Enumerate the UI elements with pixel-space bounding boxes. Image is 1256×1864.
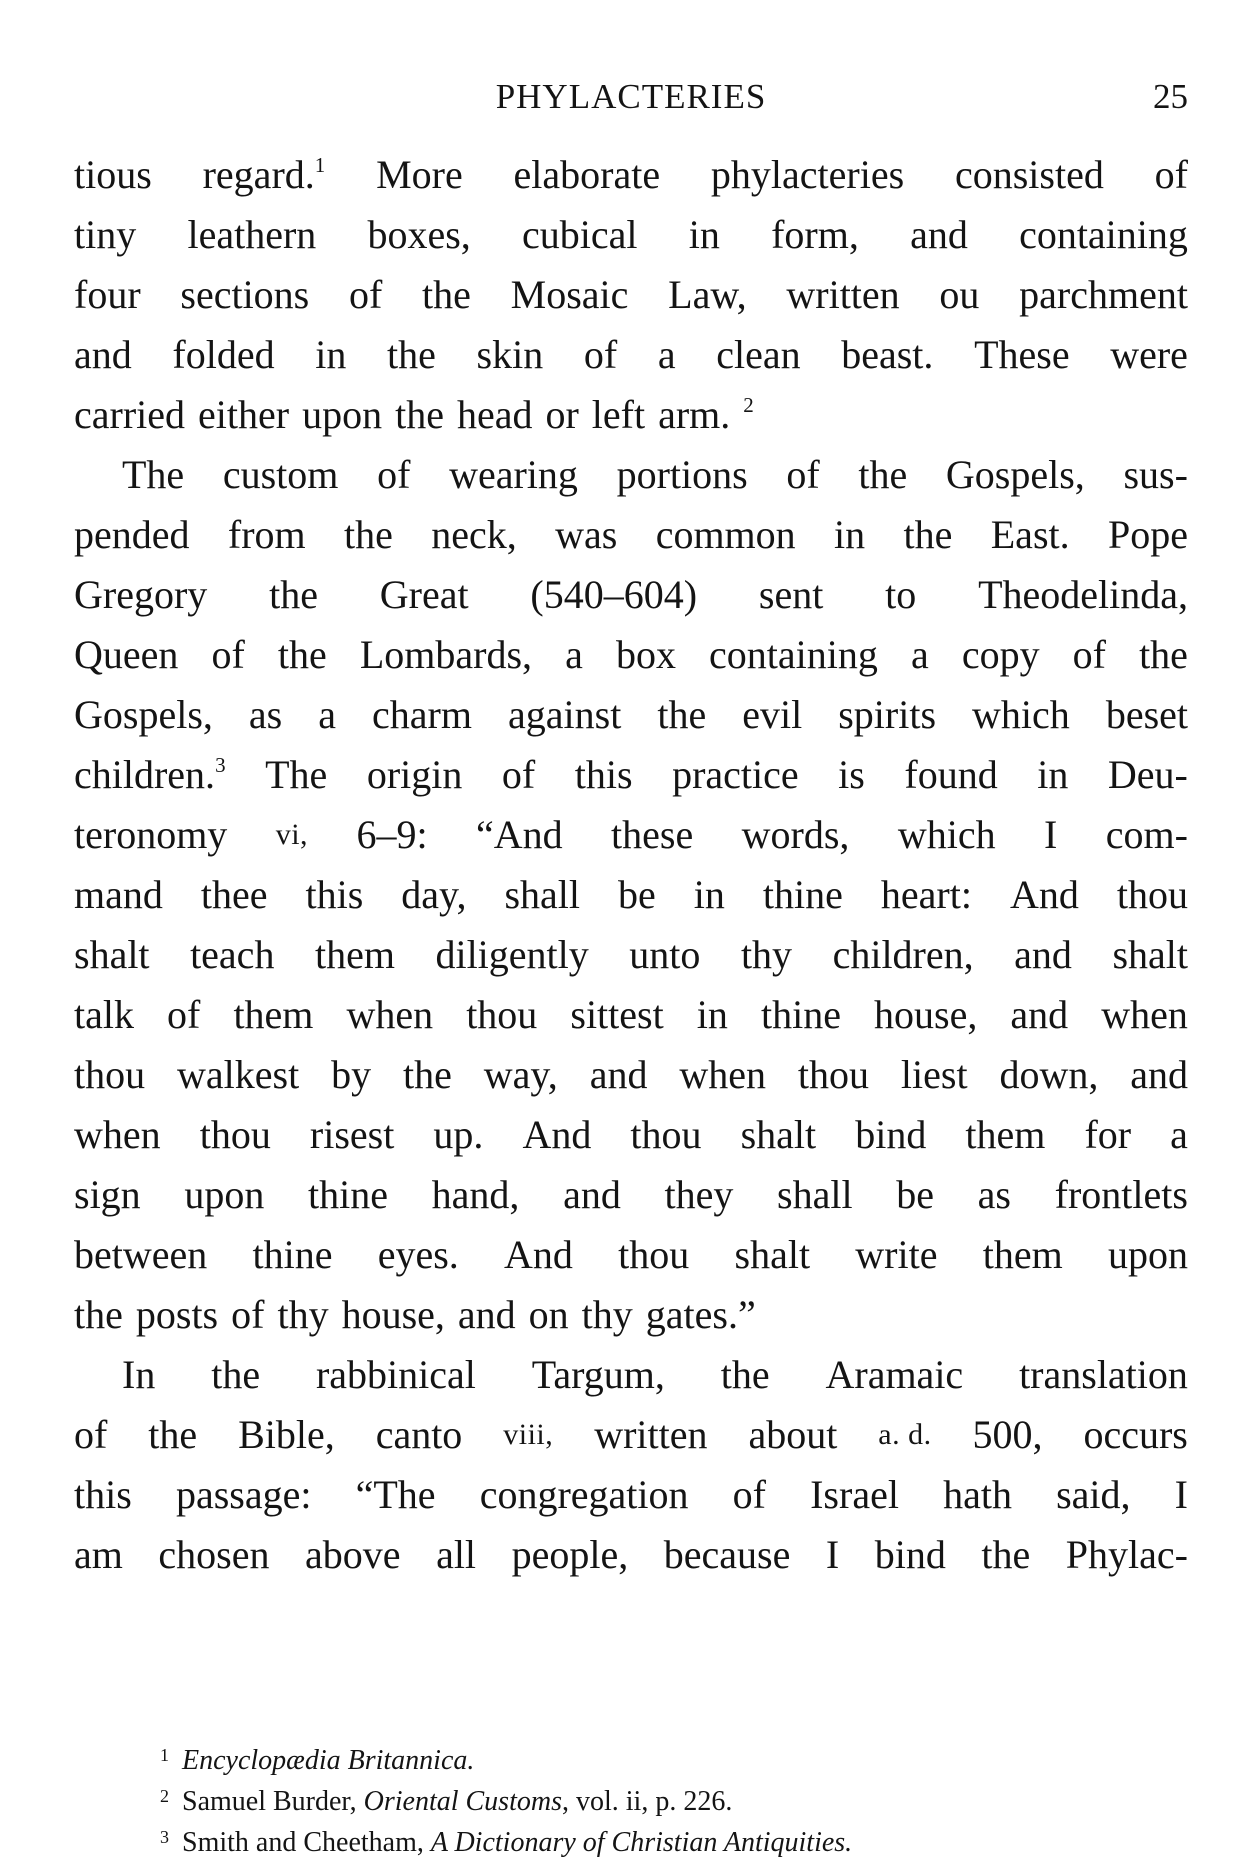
footnote-mark: 1	[160, 1745, 169, 1765]
text-line: and folded in the skin of a clean beast. These were	[74, 332, 1188, 377]
footnote-ref: 2	[743, 393, 754, 417]
footnote-3: 3 Smith and Cheetham, A Dictionary of Christian Antiquities.	[160, 1817, 1180, 1858]
text-line: thou walkest by the way, and when thou liest down, and	[74, 1052, 1188, 1097]
text-line: Queen of the Lombards, a box containing a copy of the	[74, 632, 1188, 677]
text-line: tious regard.$^1$ More elaborate phylacteries consisted of	[74, 152, 1188, 197]
text-line: sign upon thine hand, and they shall be as frontlets	[74, 1172, 1188, 1217]
page-number: 25	[1153, 77, 1188, 116]
footnote-ref: 1	[314, 153, 326, 177]
text-line: Gregory the Great (540–604) sent to Theodelinda,	[74, 572, 1188, 617]
text-line: between thine eyes. And thou shalt write them upon	[74, 1232, 1188, 1277]
footnotes	[160, 1735, 1180, 1858]
text-line: when thou risest up. And thou shalt bind them for a	[74, 1112, 1188, 1157]
text-line: four sections of the Mosaic Law, written ou parchment	[74, 272, 1188, 317]
footnote-mark: 2	[160, 1786, 169, 1806]
text-line: Gospels, as a charm against the evil spirits which beset	[74, 692, 1188, 737]
text-line: The custom of wearing portions of the Gospels, sus-	[122, 452, 1188, 497]
page-header	[74, 72, 1188, 122]
text-line: mand thee this day, shall be in thine heart: And thou	[74, 872, 1188, 917]
text-line: carried either upon the head or left arm. $^2$	[74, 392, 754, 437]
text-line: teronomy vi, 6–9: “And these words, which I com-	[74, 812, 1188, 857]
text-line: tiny leathern boxes, cubical in form, and containing	[74, 212, 1188, 257]
text-line: talk of them when thou sittest in thine house, and when	[74, 992, 1188, 1037]
body-text	[74, 145, 1188, 1585]
text-line: shalt teach them diligently unto thy children, and shalt	[74, 932, 1188, 977]
footnote-1: 1 Encyclopædia Britannica.	[160, 1735, 1180, 1776]
text-line: the posts of thy house, and on thy gates.”	[74, 1292, 756, 1337]
running-title: PHYLACTERIES	[495, 77, 767, 116]
text-line: am chosen above all people, because I bind the Phylac-	[74, 1532, 1188, 1577]
footnote-mark: 3	[160, 1827, 169, 1847]
text-line: In the rabbinical Targum, the Aramaic translation	[122, 1352, 1188, 1397]
text-line: this passage: “The congregation of Israel hath said, I	[74, 1472, 1188, 1517]
footnote-ref: 3	[215, 753, 226, 777]
text-line: children.$^3$ The origin of this practice is found in Deu-	[74, 752, 1188, 797]
footnote-2: 2 Samuel Burder, Oriental Customs, vol. ii, p. 226.	[160, 1776, 1180, 1817]
text-line: of the Bible, canto viii, written about a. d. 500, occurs	[74, 1412, 1188, 1457]
text-line: pended from the neck, was common in the East. Pope	[74, 512, 1188, 557]
